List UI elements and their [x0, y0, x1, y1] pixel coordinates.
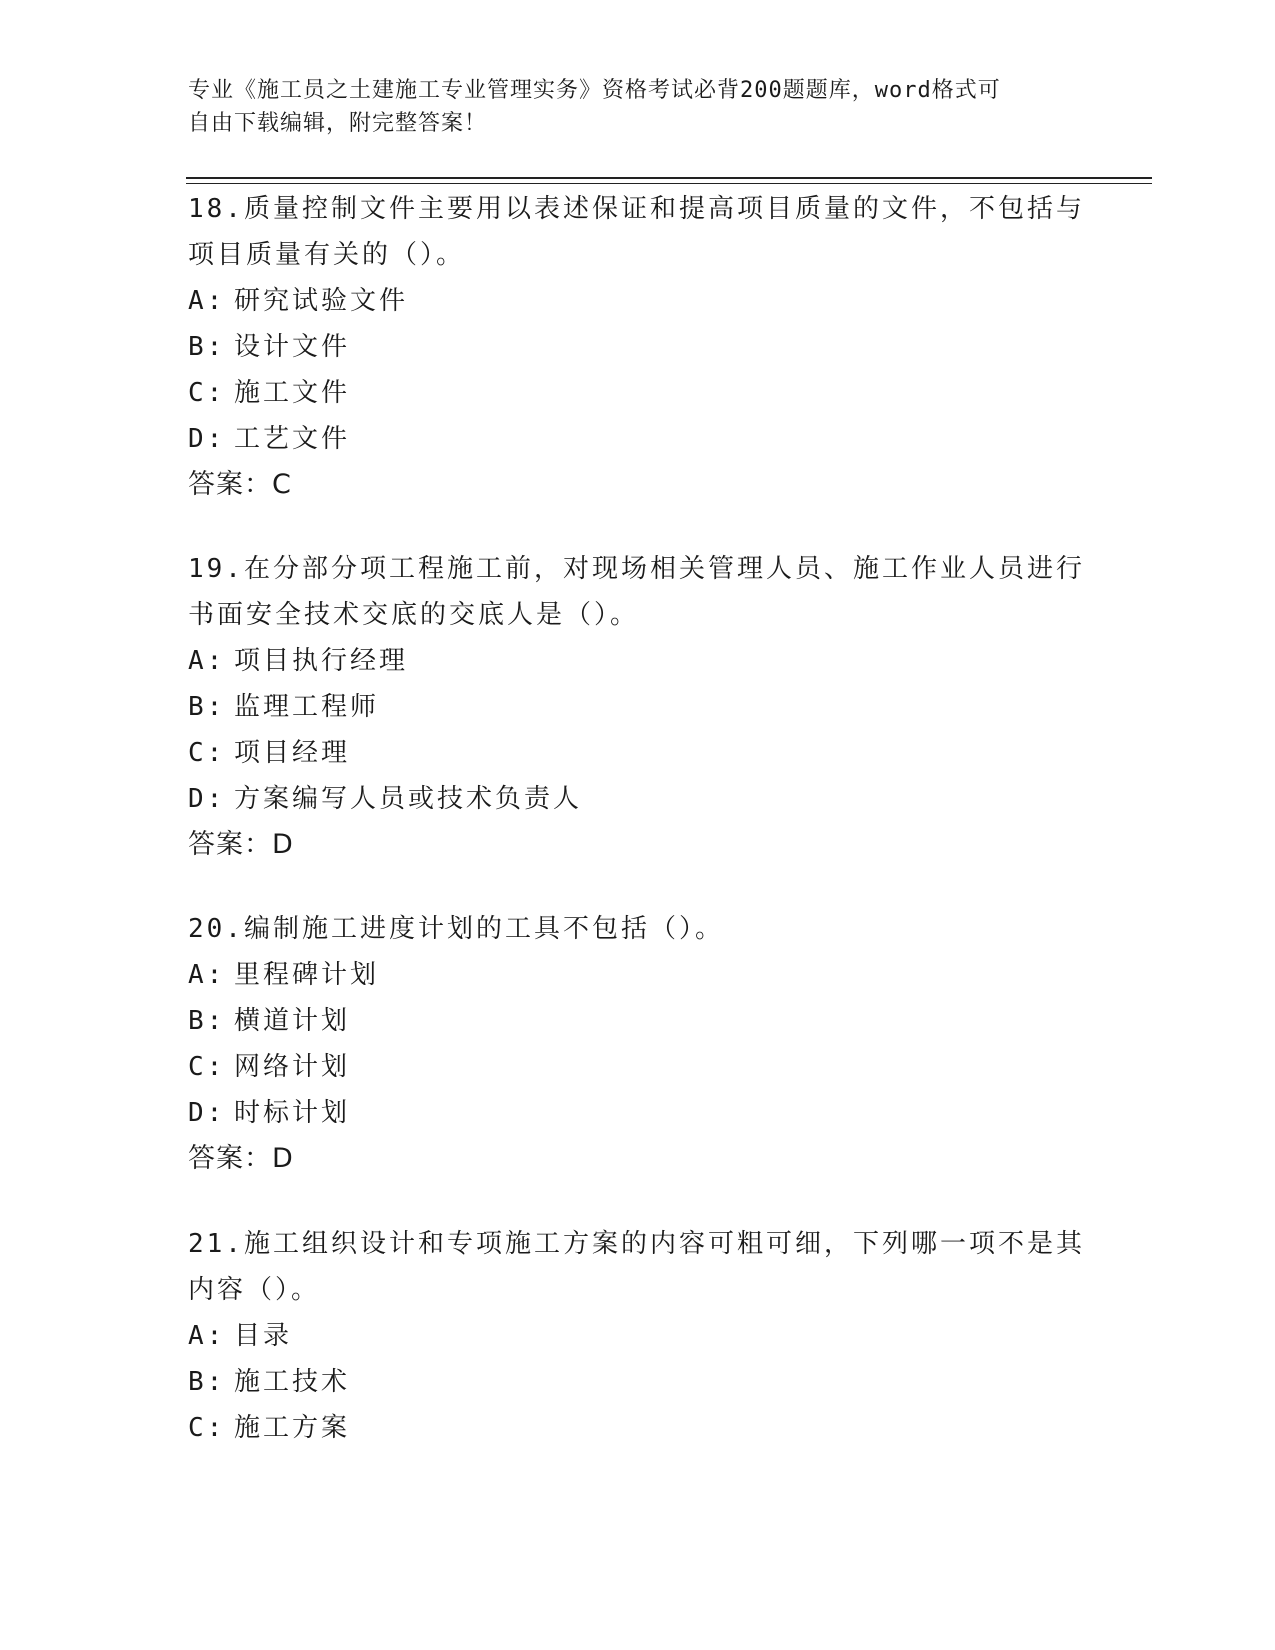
- option-text: 网络计划: [234, 1052, 351, 1082]
- option-text: 时标计划: [234, 1098, 351, 1128]
- option-letter: B:: [188, 332, 226, 362]
- option-text: 研究试验文件: [234, 286, 409, 316]
- option-b: [188, 324, 1088, 370]
- option-c: [188, 1044, 1088, 1090]
- option-letter: A:: [188, 646, 226, 676]
- option-letter: A:: [188, 960, 226, 990]
- option-letter: B:: [188, 1367, 226, 1397]
- option-text: 工艺文件: [234, 424, 351, 454]
- question-stem: 19.在分部分项工程施工前，对现场相关管理人员、施工作业人员进行: [188, 554, 1085, 584]
- question-stem-continued: 书面安全技术交底的交底人是（）。: [188, 600, 640, 630]
- option-text: 项目经理: [234, 738, 351, 768]
- header-line-1: 专业《施工员之土建施工专业管理实务》资格考试必背200题题库，word格式可: [188, 78, 1001, 103]
- option-text: 施工技术: [234, 1367, 351, 1397]
- question-18: [188, 186, 1088, 508]
- option-d: [188, 1090, 1088, 1136]
- option-letter: C:: [188, 1052, 226, 1082]
- question-stem-continued: 项目质量有关的（）。: [188, 240, 466, 270]
- option-text: 施工方案: [234, 1413, 351, 1443]
- answer-line: 答案：D: [188, 1143, 294, 1174]
- option-letter: B:: [188, 692, 226, 722]
- question-20: [188, 906, 1088, 1182]
- option-text: 施工文件: [234, 378, 351, 408]
- option-c: [188, 1405, 1088, 1451]
- question-21: [188, 1221, 1088, 1451]
- option-c: [188, 730, 1088, 776]
- header-divider-thin: [186, 183, 1152, 184]
- option-letter: A:: [188, 286, 226, 316]
- option-a: [188, 638, 1088, 684]
- option-letter: A:: [188, 1321, 226, 1351]
- option-text: 方案编写人员或技术负责人: [234, 784, 583, 814]
- option-letter: C:: [188, 1413, 226, 1443]
- answer-line: 答案：D: [188, 829, 294, 860]
- document-header: [188, 74, 1068, 140]
- option-text: 设计文件: [234, 332, 351, 362]
- option-c: [188, 370, 1088, 416]
- option-text: 监理工程师: [234, 692, 380, 722]
- question-stem: 21.施工组织设计和专项施工方案的内容可粗可细，下列哪一项不是其: [188, 1229, 1085, 1259]
- option-a: [188, 952, 1088, 998]
- question-19: [188, 546, 1088, 868]
- option-letter: C:: [188, 378, 226, 408]
- option-text: 目录: [234, 1321, 293, 1351]
- option-letter: C:: [188, 738, 226, 768]
- option-text: 里程碑计划: [234, 960, 380, 990]
- option-text: 项目执行经理: [234, 646, 409, 676]
- option-d: [188, 776, 1088, 822]
- option-d: [188, 416, 1088, 462]
- header-line-2: 自由下载编辑，附完整答案！: [188, 111, 488, 136]
- question-stem: 20.编制施工进度计划的工具不包括（）。: [188, 914, 724, 944]
- option-a: [188, 1313, 1088, 1359]
- answer-line: 答案：C: [188, 469, 292, 500]
- option-letter: D:: [188, 1098, 226, 1128]
- question-stem-continued: 内容（）。: [188, 1275, 321, 1305]
- option-letter: D:: [188, 424, 226, 454]
- option-b: [188, 1359, 1088, 1405]
- question-stem: 18.质量控制文件主要用以表述保证和提高项目质量的文件，不包括与: [188, 194, 1085, 224]
- option-b: [188, 684, 1088, 730]
- option-letter: B:: [188, 1006, 226, 1036]
- option-b: [188, 998, 1088, 1044]
- option-text: 横道计划: [234, 1006, 351, 1036]
- option-a: [188, 278, 1088, 324]
- header-divider-thick: [186, 177, 1152, 179]
- option-letter: D:: [188, 784, 226, 814]
